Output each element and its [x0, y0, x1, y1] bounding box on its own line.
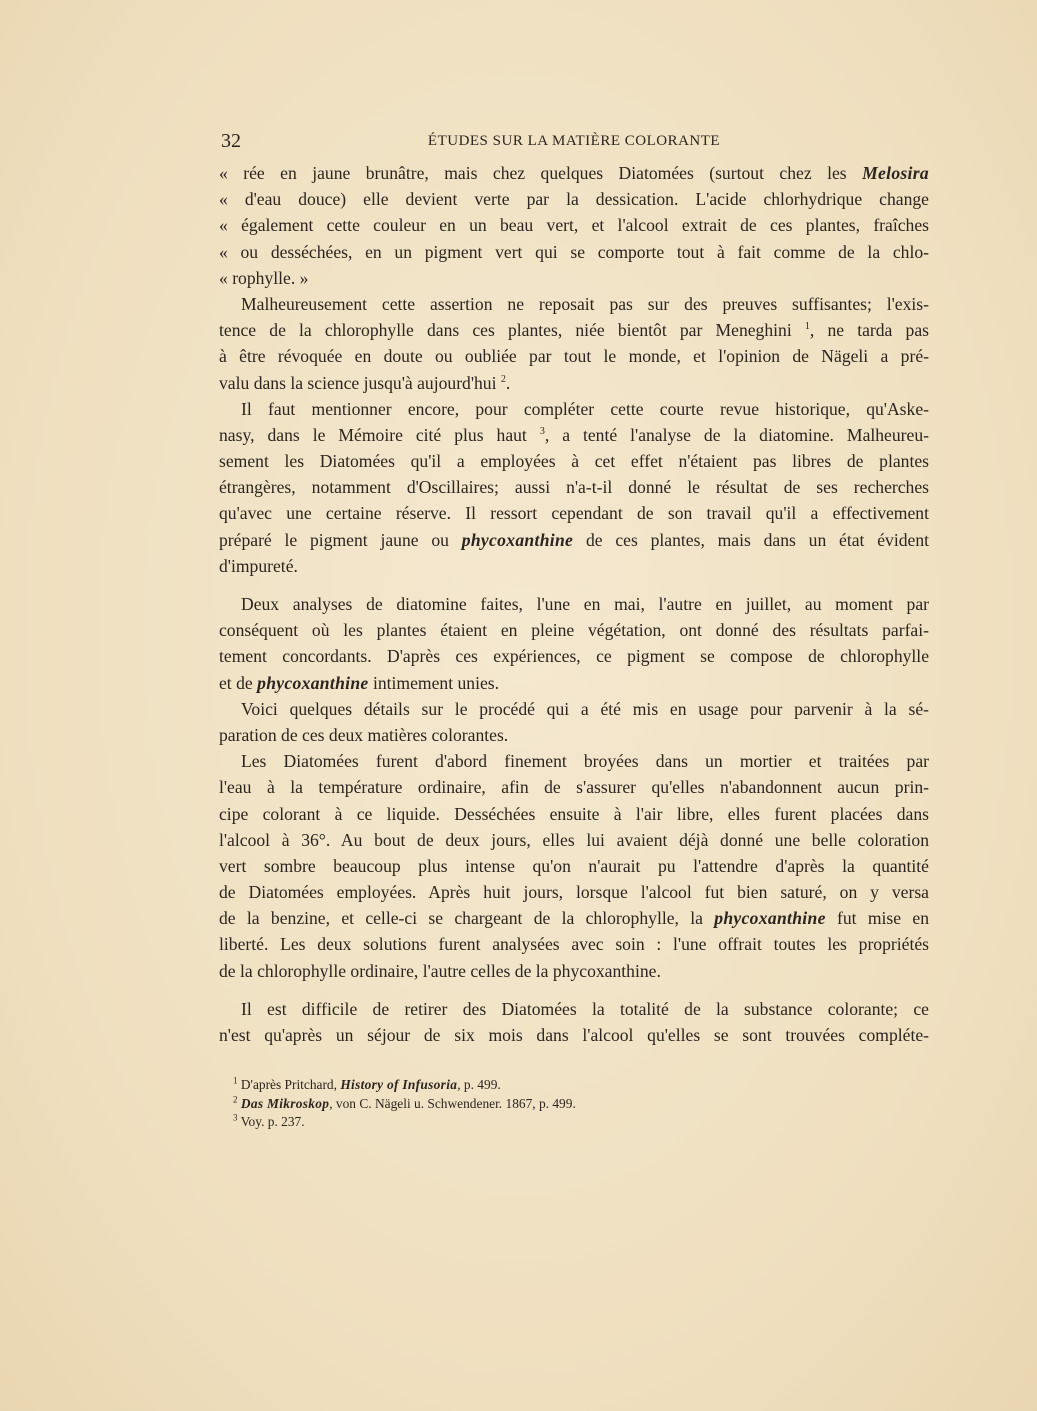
text-line: « ou desséchées, en un pigment vert qui se comporte tout à fait comme de la chlo- [219, 241, 929, 262]
text-line: qu'avec une certaine réserve. Il ressort cependant de son travail qu'il a effectivement [219, 503, 929, 524]
text-line: et de phycoxanthine intimement unies. [219, 672, 500, 693]
text-line: l'eau à la température ordinaire, afin de s'assurer qu'elles n'abandonnent aucun prin- [219, 777, 929, 798]
text-line: de Diatomées employées. Après huit jours, lorsque l'alcool fut bien saturé, on y versa [219, 882, 929, 903]
text-line: tement concordants. D'après ces expériences, ce pigment se compose de chlorophylle [219, 646, 929, 667]
footnote-ref: 2 [500, 373, 506, 385]
page [219, 128, 929, 1131]
text-line: tence de la chlorophylle dans ces plantes, niée bientôt par Meneghini $^1$, ne tarda pas [219, 320, 929, 341]
text-line: paration de ces deux matières colorantes. [219, 724, 509, 745]
text-line: à être révoquée en doute ou oubliée par tout le monde, et l'opinion de Nägeli a pré- [219, 346, 929, 367]
text-line: Il est difficile de retirer des Diatomées la totalité de la substance colorante; ce [241, 998, 929, 1019]
footnote-2: $^2$ Das Mikroskop, von C. Nägeli u. Schwendener. 1867, p. 499. [233, 1094, 576, 1111]
footnote-1: $^1$ D'après Pritchard, History of Infusoria, p. 499. [233, 1075, 501, 1093]
text-line: liberté. Les deux solutions furent analysées avec soin : l'une offrait toutes les propriétés [219, 934, 929, 955]
text-line: valu dans la science jusqu'à aujourd'hui $^2$. [219, 372, 511, 393]
text-line: nasy, dans le Mémoire cité plus haut $^3$, a tenté l'analyse de la diatomine. Malheureu- [219, 424, 929, 445]
text-line: Malheureusement cette assertion ne reposait pas sur des preuves suffisantes; l'exis- [241, 293, 929, 314]
text-line: « rophylle. » [219, 267, 309, 288]
footnotes [219, 1076, 929, 1131]
text-line: l'alcool à 36°. Au bout de deux jours, elles lui avaient déjà donné une belle coloration [219, 829, 929, 850]
text-line: Voici quelques détails sur le procédé qui a été mis en usage pour parvenir à la sé- [241, 698, 929, 719]
text-line: Il faut mentionner encore, pour compléter cette courte revue historique, qu'Aske- [241, 398, 929, 419]
text-line: de la chlorophylle ordinaire, l'autre celles de la phycoxanthine. [219, 960, 661, 981]
footnote-3: $^3$ Voy. p. 237. [233, 1112, 305, 1129]
text-line: conséquent où les plantes étaient en pleine végétation, ont donné des résultats parfai- [219, 620, 929, 641]
page-header [219, 128, 929, 152]
text-line: « également cette couleur en un beau vert, et l'alcool extrait de ces plantes, fraîches [219, 215, 929, 236]
text-line: étrangères, notamment d'Oscillaires; aussi n'a-t-il donné le résultat de ses recherches [219, 477, 929, 498]
text-line: d'impureté. [219, 555, 298, 576]
text-line: préparé le pigment jaune ou phycoxanthine de ces plantes, mais dans un état évident [219, 529, 930, 550]
body-text [219, 160, 929, 1048]
text-line: « d'eau douce) elle devient verte par la dessication. L'acide chlorhydrique change [219, 189, 929, 210]
running-title: ÉTUDES SUR LA MATIÈRE COLORANTE [427, 133, 721, 149]
text-line: vert sombre beaucoup plus intense qu'on n'aurait pu l'attendre d'après la quantité [219, 855, 929, 876]
footnote-ref: 1 [804, 321, 810, 333]
text-line: n'est qu'après un séjour de six mois dans l'alcool qu'elles se sont trouvées compléte- [219, 1025, 929, 1045]
text-line: Deux analyses de diatomine faites, l'une en mai, l'autre en juillet, au moment par [241, 594, 929, 614]
text-line: cipe colorant à ce liquide. Desséchées ensuite à l'air libre, elles furent placées dans [219, 803, 929, 824]
text-line: « rée en jaune brunâtre, mais chez quelques Diatomées (surtout chez les Melosira [219, 163, 929, 183]
footnote-ref: 3 [539, 426, 545, 438]
text-line: Les Diatomées furent d'abord finement broyées dans un mortier et traitées par [241, 751, 929, 772]
text-line: sement les Diatomées qu'il a employées à cet effet n'étaient pas libres de plantes [219, 451, 929, 472]
text-line: de la benzine, et celle-ci se chargeant de la chlorophylle, la phycoxanthine fut mise en [219, 908, 929, 929]
page-number: 32 [221, 130, 241, 152]
